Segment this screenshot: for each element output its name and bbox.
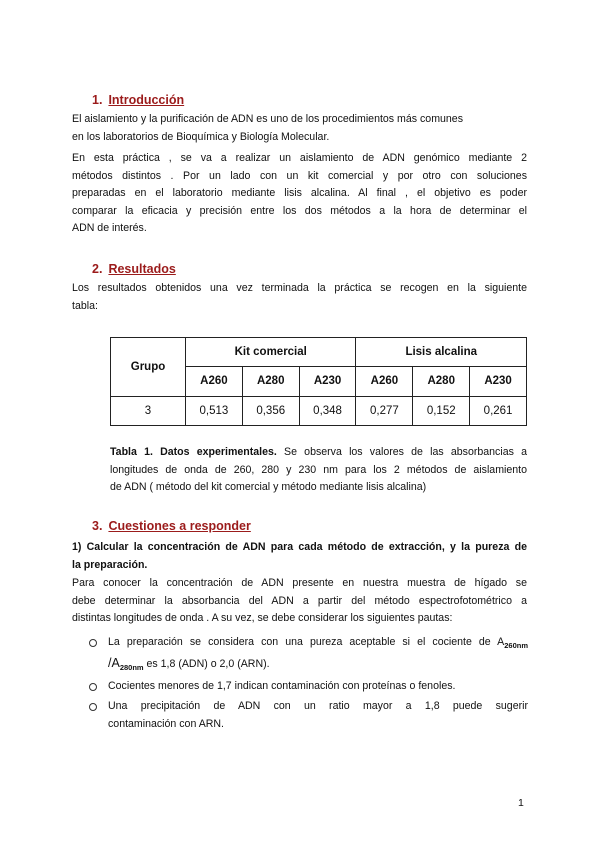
table-subheader: A230 xyxy=(299,367,356,396)
circle-bullet-icon xyxy=(89,703,97,711)
caption-label: Tabla 1. Datos experimentales. xyxy=(110,446,277,458)
section-number: 2. xyxy=(92,262,103,276)
section-number: 3. xyxy=(92,519,103,533)
text-line: en los laboratorios de Bioquímica y Biología Molecular. xyxy=(72,130,330,143)
intro-paragraph-2 xyxy=(72,150,527,238)
table-cell-group: 3 xyxy=(111,396,186,425)
text-line: Los resultados obtenidos una vez terminada la práctica se recogen en la siguiente xyxy=(72,282,527,294)
bullet-text: contaminación con ARN. xyxy=(108,717,225,730)
section-number: 1. xyxy=(92,93,103,107)
text-line xyxy=(108,634,528,655)
criteria-list xyxy=(88,634,528,735)
list-item xyxy=(88,698,528,733)
results-table xyxy=(110,337,527,426)
caption-line: de ADN ( método del kit comercial y método mediante lisis alcalina) xyxy=(110,481,427,494)
intro-paragraph-1 xyxy=(72,111,527,146)
table-cell: 0,261 xyxy=(470,396,527,425)
question-1 xyxy=(72,539,527,574)
question-1-answer xyxy=(72,575,527,628)
subscript: 280nm xyxy=(119,662,144,672)
text-line: métodos distintos . Por un lado con un kit comercial y por otro con soluciones xyxy=(72,169,527,182)
text-line: ADN de interés. xyxy=(72,222,147,235)
section-heading-cuestiones xyxy=(92,519,251,533)
table-header-grupo: Grupo xyxy=(111,338,186,397)
section-title: Cuestiones a responder xyxy=(108,519,251,533)
table-cell: 0,277 xyxy=(356,396,413,425)
text-line xyxy=(108,655,528,677)
bullet-text: /A xyxy=(108,655,120,670)
table-subheader: A280 xyxy=(242,367,299,396)
text-line: distintas longitudes de onda . A su vez, se debe considerar los siguientes pautas: xyxy=(72,612,453,625)
caption-line: longitudes de onda de 260, 280 y 230 nm para los 2 métodos de aislamiento xyxy=(110,463,527,476)
table-subheader: A280 xyxy=(413,367,470,396)
bullet-text: Una precipitación de ADN con un ratio mayor a 1,8 puede sugerir xyxy=(108,700,528,712)
list-item xyxy=(88,678,528,696)
table-cell: 0,356 xyxy=(242,396,299,425)
table-cell: 0,348 xyxy=(299,396,356,425)
text-line: debe determinar la absorbancia del ADN a partir del método espectrofotométrico a xyxy=(72,594,527,607)
circle-bullet-icon xyxy=(89,683,97,691)
text-line: tabla: xyxy=(72,299,98,312)
table-header-kit-comercial: Kit comercial xyxy=(186,338,356,367)
bullet-text: La preparación se considera con una pureza aceptable si el cociente de A xyxy=(108,636,505,648)
bullet-text: es 1,8 (ADN) o 2,0 (ARN). xyxy=(143,657,270,670)
list-item xyxy=(88,634,528,676)
caption-line xyxy=(110,444,527,462)
table-subheader: A260 xyxy=(186,367,243,396)
table-row xyxy=(111,396,527,425)
section-title: Resultados xyxy=(108,262,176,276)
table-header-lisis-alcalina: Lisis alcalina xyxy=(356,338,527,367)
text-line: El aislamiento y la purificación de ADN es uno de los procedimientos más comunes xyxy=(72,113,463,125)
text-line: la preparación. xyxy=(72,558,148,571)
page-number: 1 xyxy=(518,797,524,809)
section-heading-introduccion xyxy=(92,93,184,107)
table-subheader: A260 xyxy=(356,367,413,396)
circle-bullet-icon xyxy=(89,639,97,647)
text-line: 1) Calcular la concentración de ADN para cada método de extracción, y la pureza de xyxy=(72,541,527,553)
text-line: Para conocer la concentración de ADN presente en nuestra muestra de hígado se xyxy=(72,577,527,589)
section-title: Introducción xyxy=(108,93,185,107)
text-line: comparar la eficacia y precisión entre los dos métodos a la hora de determinar el xyxy=(72,204,527,217)
text-line: preparadas en el laboratorio mediante lisis alcalina. Al final , el objetivo es poder xyxy=(72,187,527,200)
table-cell: 0,152 xyxy=(413,396,470,425)
table-caption xyxy=(110,444,527,497)
bullet-text: Cocientes menores de 1,7 indican contaminación con proteínas o fenoles. xyxy=(108,680,456,693)
text-line: En esta práctica , se va a realizar un aislamiento de ADN genómico mediante 2 xyxy=(72,152,527,164)
subscript: 260nm xyxy=(504,641,528,651)
results-paragraph xyxy=(72,280,527,315)
caption-text: Se observa los valores de las absorbancias a xyxy=(276,446,527,458)
table-cell: 0,513 xyxy=(186,396,243,425)
table-subheader: A230 xyxy=(470,367,527,396)
section-heading-resultados xyxy=(92,262,176,276)
